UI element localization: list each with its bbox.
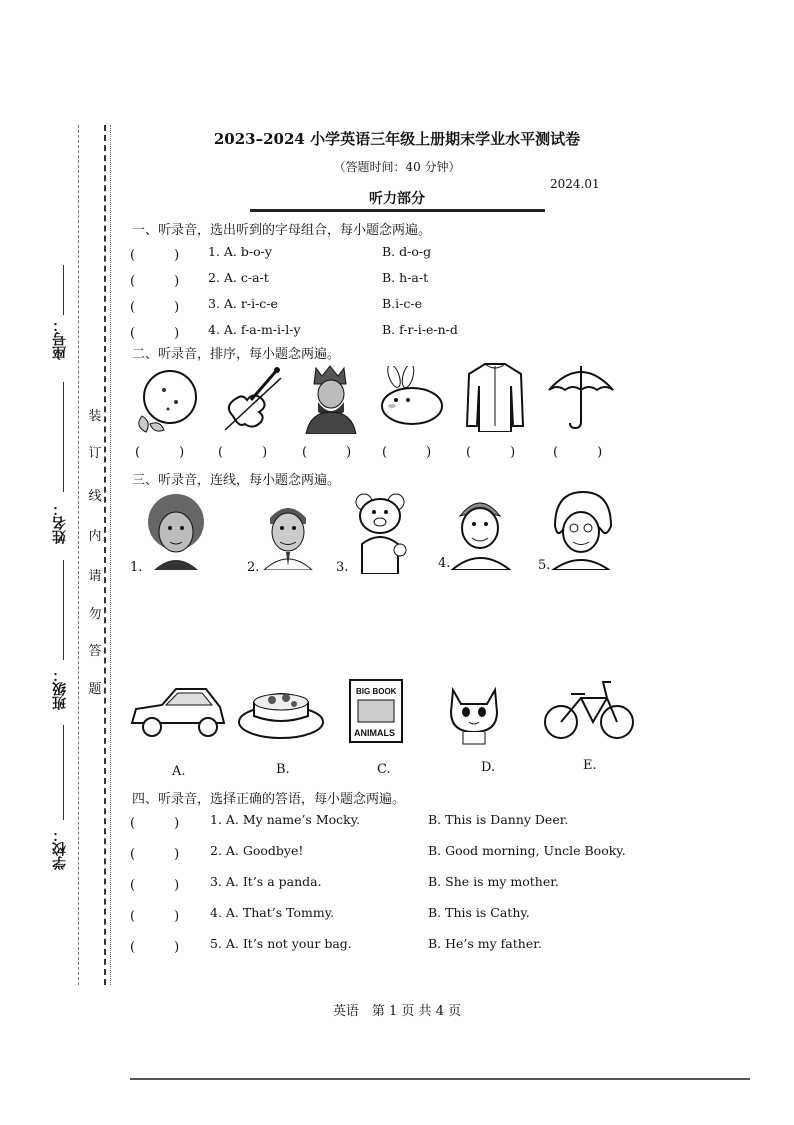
- answer-blank[interactable]: ( ): [130, 816, 180, 831]
- section1-row: [130, 322, 458, 344]
- teddy-bear-icon: [350, 490, 414, 574]
- person-number: 1.: [130, 560, 143, 575]
- answer-blank[interactable]: ( ): [130, 248, 180, 263]
- warning-char: 勿: [88, 607, 102, 622]
- answer-blank[interactable]: ( ): [553, 445, 603, 460]
- svg-text:ANIMALS: ANIMALS: [354, 728, 395, 738]
- cake-icon: [236, 680, 326, 742]
- section2-heading: 二、听录音，排序，每小题念两遍。: [132, 347, 341, 362]
- object-letter: E.: [583, 758, 597, 773]
- rabbit-icon: [376, 366, 448, 428]
- section4-row: [130, 936, 542, 958]
- section4-row: [130, 905, 530, 927]
- time-note: （答题时间：40 分钟）: [333, 160, 461, 174]
- option-b: B. f-r-i-e-n-d: [382, 322, 458, 337]
- option-a: 4. A. That’s Tommy.: [210, 905, 335, 920]
- warning-char: 请: [88, 569, 102, 584]
- answer-blank[interactable]: ( ): [130, 878, 180, 893]
- option-b: B. This is Cathy.: [428, 905, 530, 920]
- man-icon: [258, 498, 318, 570]
- school-label: 学校：: [52, 828, 68, 870]
- warning-char: 订: [88, 446, 102, 461]
- option-a: 1. A. My name’s Mocky.: [210, 812, 361, 827]
- binding-dotted-line: [110, 125, 111, 985]
- svg-text:BIG BOOK: BIG BOOK: [356, 687, 397, 696]
- option-b: B. d-o-g: [382, 244, 432, 259]
- name-label: 姓名：: [52, 502, 68, 544]
- woman-curly-hair-icon: [140, 492, 212, 570]
- section3-heading: 三、听录音，连线，每小题念两遍。: [132, 473, 341, 488]
- option-a: 5. A. It’s not your bag.: [210, 936, 352, 951]
- object-letter: A.: [172, 764, 186, 779]
- orange-icon: [128, 364, 203, 436]
- answer-blank[interactable]: ( ): [466, 445, 516, 460]
- answer-blank[interactable]: ( ): [135, 445, 185, 460]
- option-a: 3. A. r-i-c-e: [208, 296, 278, 311]
- option-b: B.i-c-e: [382, 296, 423, 311]
- section1-row: [130, 296, 423, 318]
- name-line: [63, 382, 64, 492]
- section4-heading: 四、听录音，选择正确的答语，每小题念两遍。: [132, 792, 406, 807]
- section1-heading: 一、听录音，选出听到的字母组合，每小题念两遍。: [132, 223, 432, 238]
- option-a: 1. A. b-o-y: [208, 244, 272, 259]
- binding-outer-line: [78, 125, 79, 985]
- object-letter: C.: [377, 762, 391, 777]
- option-a: 2. A. Goodbye!: [210, 843, 304, 858]
- answer-blank[interactable]: ( ): [130, 940, 180, 955]
- warning-char: 装: [88, 409, 102, 424]
- option-a: 4. A. f-a-m-i-l-y: [208, 322, 301, 337]
- section4-row: [130, 812, 569, 834]
- bottom-scan-edge: [130, 1078, 750, 1125]
- option-b: B. This is Danny Deer.: [428, 812, 569, 827]
- option-a: 3. A. It’s a panda.: [210, 874, 322, 889]
- warning-char: 题: [88, 682, 102, 697]
- person-number: 3.: [336, 560, 349, 575]
- seat-label: 座号：: [52, 318, 68, 360]
- answer-blank[interactable]: ( ): [130, 326, 180, 341]
- jacket-icon: [465, 360, 525, 432]
- section1-row: [130, 244, 432, 266]
- school-line: [63, 725, 64, 820]
- binding-dashed-line: [104, 125, 106, 985]
- answer-blank[interactable]: ( ): [130, 909, 180, 924]
- bike-icon: [543, 676, 635, 742]
- king-icon: [302, 362, 360, 434]
- option-a: 2. A. c-a-t: [208, 270, 269, 285]
- grandma-icon: [545, 490, 615, 570]
- car-icon: [128, 683, 228, 745]
- exam-date: 2024.01: [550, 177, 600, 191]
- page-footer: 英语 第 1 页 共 4 页: [332, 1004, 462, 1019]
- umbrella-icon: [545, 360, 617, 432]
- section4-row: [130, 843, 626, 865]
- warning-char: 答: [88, 644, 102, 659]
- person-number: 5.: [538, 558, 551, 573]
- exam-title: 2023–2024 小学英语三年级上册期末学业水平测试卷: [213, 130, 581, 148]
- boy-icon: [448, 494, 514, 570]
- part-underline: [250, 209, 545, 212]
- object-letter: B.: [276, 762, 290, 777]
- person-number: 4.: [438, 556, 451, 571]
- answer-blank[interactable]: ( ): [302, 445, 352, 460]
- answer-blank[interactable]: ( ): [382, 445, 432, 460]
- answer-blank[interactable]: ( ): [130, 274, 180, 289]
- option-b: B. She is my mother.: [428, 874, 559, 889]
- warning-char: 内: [88, 529, 102, 544]
- class-line: [63, 560, 64, 660]
- answer-blank[interactable]: ( ): [218, 445, 268, 460]
- class-label: 班级：: [52, 668, 68, 710]
- section4-row: [130, 874, 559, 896]
- section1-row: [130, 270, 429, 292]
- part-title: 听力部分: [369, 191, 425, 207]
- answer-blank[interactable]: ( ): [130, 847, 180, 862]
- object-letter: D.: [481, 760, 496, 775]
- option-b: B. He’s my father.: [428, 936, 542, 951]
- option-b: B. h-a-t: [382, 270, 429, 285]
- answer-blank[interactable]: ( ): [130, 300, 180, 315]
- seat-line: [63, 265, 64, 315]
- cat-icon: [443, 680, 505, 750]
- book-icon: [346, 676, 406, 746]
- violin-icon: [215, 364, 285, 434]
- warning-char: 线: [88, 489, 102, 504]
- person-number: 2.: [247, 560, 260, 575]
- option-b: B. Good morning, Uncle Booky.: [428, 843, 626, 858]
